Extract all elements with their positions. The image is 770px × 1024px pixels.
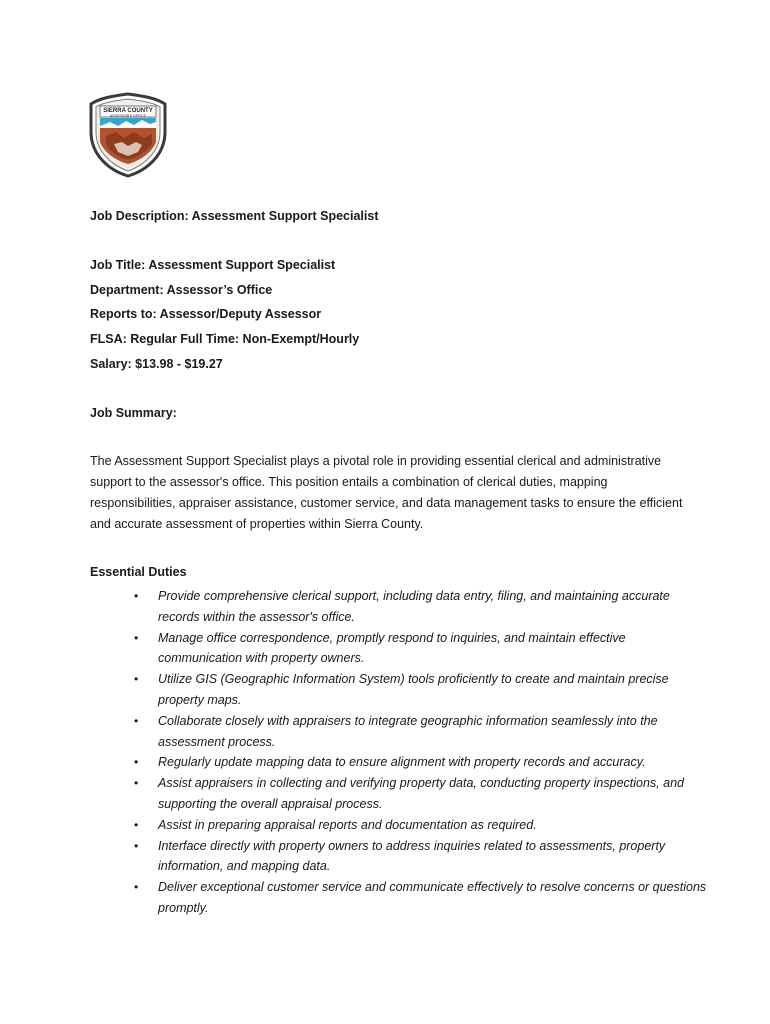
list-item	[90, 752, 710, 773]
essential-duties-heading: Essential Duties	[90, 565, 187, 579]
essential-duties-list	[90, 586, 710, 919]
sierra-county-seal-logo	[88, 92, 168, 178]
logo-text-sub: ASSESSOR'S OFFICE	[109, 114, 147, 118]
duty-text: Collaborate closely with appraisers to integrate geographic information seamlessly into the assessment process.	[158, 713, 658, 749]
duty-text: Regularly update mapping data to ensure alignment with property records and accuracy.	[158, 755, 646, 770]
flsa-line: FLSA: Regular Full Time: Non-Exempt/Hourly	[90, 332, 360, 346]
list-item	[90, 815, 710, 836]
document-title: Job Description: Assessment Support Specialist	[90, 209, 379, 223]
logo-text-top: SIERRA COUNTY	[103, 108, 153, 114]
list-item	[90, 773, 710, 815]
bullet-icon: •	[134, 589, 139, 603]
duty-text: Deliver exceptional customer service and communicate effectively to resolve concerns or questions promptly.	[158, 880, 707, 915]
duty-text: Assist in preparing appraisal reports and documentation as required.	[158, 817, 537, 832]
bullet-icon: •	[134, 880, 139, 895]
list-item	[90, 836, 710, 878]
list-item	[90, 628, 710, 670]
job-title-line: Job Title: Assessment Support Specialist	[90, 258, 336, 272]
list-item	[90, 877, 710, 919]
bullet-icon: •	[134, 776, 139, 791]
bullet-icon: •	[134, 630, 139, 645]
duty-text: Provide comprehensive clerical support, including data entry, filing, and maintaining accurate records within the assessor's office.	[158, 589, 670, 624]
bullet-icon: •	[134, 755, 139, 770]
duty-text: Interface directly with property owners to address inquiries related to assessments, property information, and mapping data.	[158, 838, 666, 874]
department-line: Department: Assessor’s Office	[90, 283, 273, 297]
duty-text: Utilize GIS (Geographic Information System) tools proficiently to create and maintain precise property maps.	[158, 672, 669, 707]
shield-icon	[88, 92, 168, 178]
job-summary-text: The Assessment Support Specialist plays a pivotal role in providing essential clerical and administrative support to the assessor's office. This position entails a combination of clerical duties, mapping responsibilities, appraiser assistance, customer service, and data management tasks to ensure the efficient and accurate assessment of properties within Sierra County.	[90, 454, 683, 531]
bullet-icon: •	[134, 838, 139, 853]
bullet-icon: •	[134, 672, 139, 687]
bullet-icon: •	[134, 817, 139, 832]
list-item	[90, 669, 710, 711]
job-summary-heading: Job Summary:	[90, 406, 177, 420]
reports-to-line: Reports to: Assessor/Deputy Assessor	[90, 307, 322, 321]
duty-text: Manage office correspondence, promptly respond to inquiries, and maintain effective communication with property owners.	[158, 630, 626, 666]
bullet-icon: •	[134, 713, 139, 728]
duty-text: Assist appraisers in collecting and verifying property data, conducting property inspections, and supporting the overall appraisal process.	[158, 776, 684, 811]
list-item	[90, 586, 710, 628]
salary-line: Salary: $13.98 - $19.27	[90, 357, 223, 371]
list-item	[90, 711, 710, 753]
